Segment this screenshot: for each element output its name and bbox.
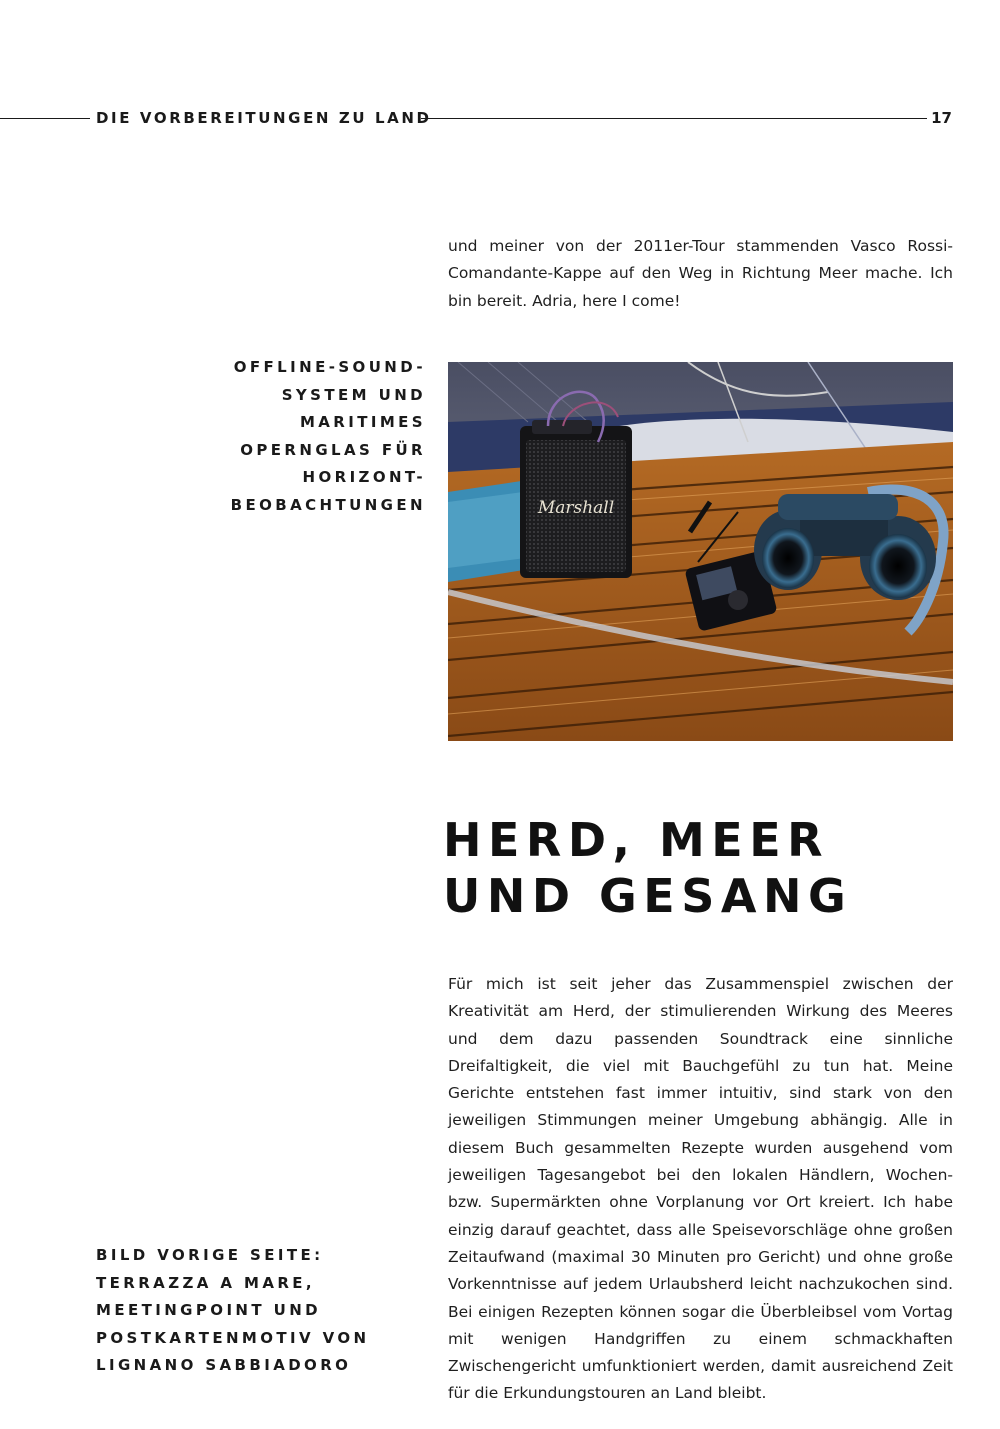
page-number: 17 (931, 109, 952, 127)
running-head: DIE VORBEREITUNGEN ZU LAND (96, 109, 432, 127)
photo-speaker-binoculars-on-deck (448, 362, 953, 741)
header-rule-right (421, 118, 927, 119)
main-paragraph: Für mich ist seit jeher das Zusammenspiel zwischen der Kreativität am Herd, der stimulierenden Wirkung des Meeres und dem dazu passenden Soundtrack eine sinnliche Dreifaltigkeit, die viel mit Bauchgefühl zu tun hat. Meine Gerichte entstehen fast immer intuitiv, sind stark von den jeweiligen Stimmungen meiner Umgebung abhängig. Alle in diesem Buch gesammelten Rezepte wurden ausgehend vom jeweiligen Tagesangebot bei den lokalen Händlern, Wochen- bzw. Supermärkten ohne Vorplanung vor Ort kreiert. Ich habe einzig darauf geachtet, dass alle Speisevorschläge ohne großen Zeitaufwand (maximal 30 Minuten pro Gericht) und ohne große Vorkenntnisse auf jedem Urlaubsherd leicht nachzukochen sind. Bei einigen Rezepten können sogar die Überbleibsel vom Vortag mit wenigen Handgriffen zu einem schmackhaften Zwischengericht umfunktioniert werden, damit ausreichend Zeit für die Erkundungstouren an Land bleibt. (448, 975, 953, 1403)
previous-page-caption: BILD VORIGE SEITE: TERRAZZA A MARE, MEETINGPOINT UND POSTKARTENMOTIV VON LIGNANO SABBIADORO (96, 1246, 370, 1374)
speaker-logo-text: Marshall (537, 498, 615, 518)
section-headline: HERD, MEER UND GESANG (443, 813, 853, 923)
bluetooth-speaker-icon (520, 420, 632, 578)
header-rule-left (0, 118, 90, 119)
intro-paragraph: und meiner von der 2011er-Tour stammenden Vasco Rossi-Comandante-Kappe auf den Weg in Richtung Meer mache. Ich bin bereit. Adria, here I come! (448, 237, 953, 310)
photo-caption: OFFLINE-SOUND-SYSTEM UND MARITIMES OPERNGLAS FÜR HORIZONT-BEOBACHTUNGEN (230, 358, 426, 514)
